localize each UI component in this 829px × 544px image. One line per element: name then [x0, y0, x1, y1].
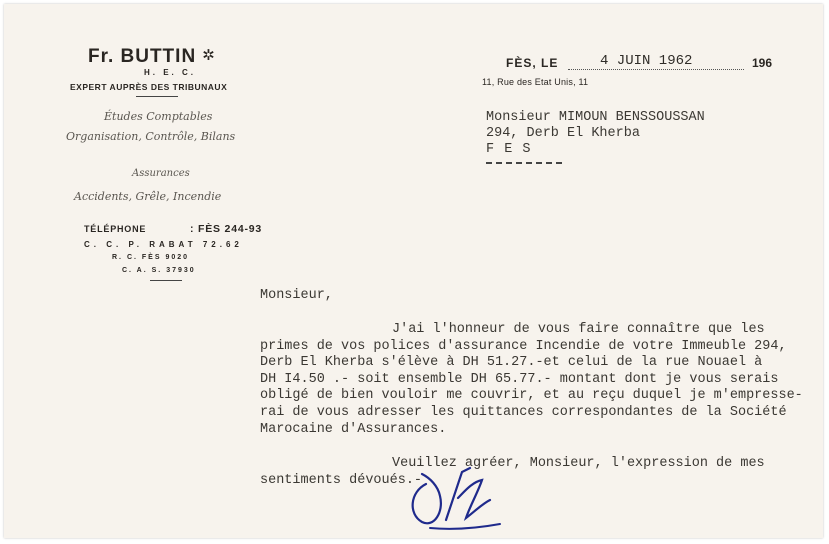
signature-image	[400, 462, 504, 534]
sender-title: EXPERT AUPRÈS DES TRIBUNAUX	[70, 82, 228, 92]
date-city-label: FÈS, LE	[506, 56, 559, 70]
ccp-number: C. C. P. RABAT 72.62	[84, 240, 243, 249]
closing	[260, 456, 765, 489]
recipient-street: 294, Derb El Kherba	[486, 126, 640, 141]
recipient-name: Monsieur MIMOUN BENSSOUSSAN	[486, 110, 705, 125]
body-line: rai de vous adresser les quittances correspondantes de la Société	[260, 404, 787, 420]
recipient-divider	[486, 162, 562, 164]
body-line: Derb El Kherba s'élève à DH 51.27.-et celui de la rue Nouael à	[260, 355, 763, 371]
cas-number: C. A. S. 37930	[122, 267, 196, 274]
letter-page	[4, 4, 823, 538]
sender-name	[88, 46, 216, 68]
closing-line: Veuillez agréer, Monsieur, l'expression de mes	[392, 456, 765, 471]
recipient-city: F E S	[486, 142, 532, 157]
telephone-value: : FÈS 244-93	[190, 223, 263, 235]
service-line: Accidents, Grêle, Incendie	[74, 190, 222, 203]
date-dotted-line	[568, 69, 744, 70]
rc-number: R. C. FÈS 9020	[112, 254, 190, 261]
star-icon: ✲	[202, 47, 216, 64]
letter-date: 4 JUIN 1962	[600, 53, 693, 69]
service-line: Organisation, Contrôle, Bilans	[66, 130, 236, 143]
sender-degree: H. E. C.	[144, 68, 197, 77]
letterhead-divider	[136, 96, 178, 97]
salutation: Monsieur,	[260, 288, 333, 303]
telephone-label: TÉLÉPHONE	[84, 224, 147, 234]
body-line: primes de vos polices d'assurance Incendie de votre Immeuble 294,	[260, 338, 787, 354]
body-line: obligé de bien vouloir me couvrir, et au reçu duquel je m'empresse-	[260, 388, 803, 404]
service-line: Assurances	[132, 168, 190, 179]
body-line: J'ai l'honneur de vous faire connaître que les	[392, 322, 765, 337]
body-line: DH I4.50 .- soit ensemble DH 65.77.- montant dont je vous serais	[260, 371, 779, 387]
letter-body	[260, 322, 803, 438]
sender-address: 11, Rue des Etat Unis, 11	[482, 77, 589, 87]
closing-line: sentiments dévoués.-	[260, 472, 423, 488]
service-line: Études Comptables	[104, 110, 213, 123]
letterhead-divider	[150, 280, 182, 281]
body-line: Marocaine d'Assurances.	[260, 421, 447, 437]
sender-name-text: Fr. BUTTIN	[88, 46, 197, 67]
date-year-prefix: 196	[752, 56, 773, 70]
